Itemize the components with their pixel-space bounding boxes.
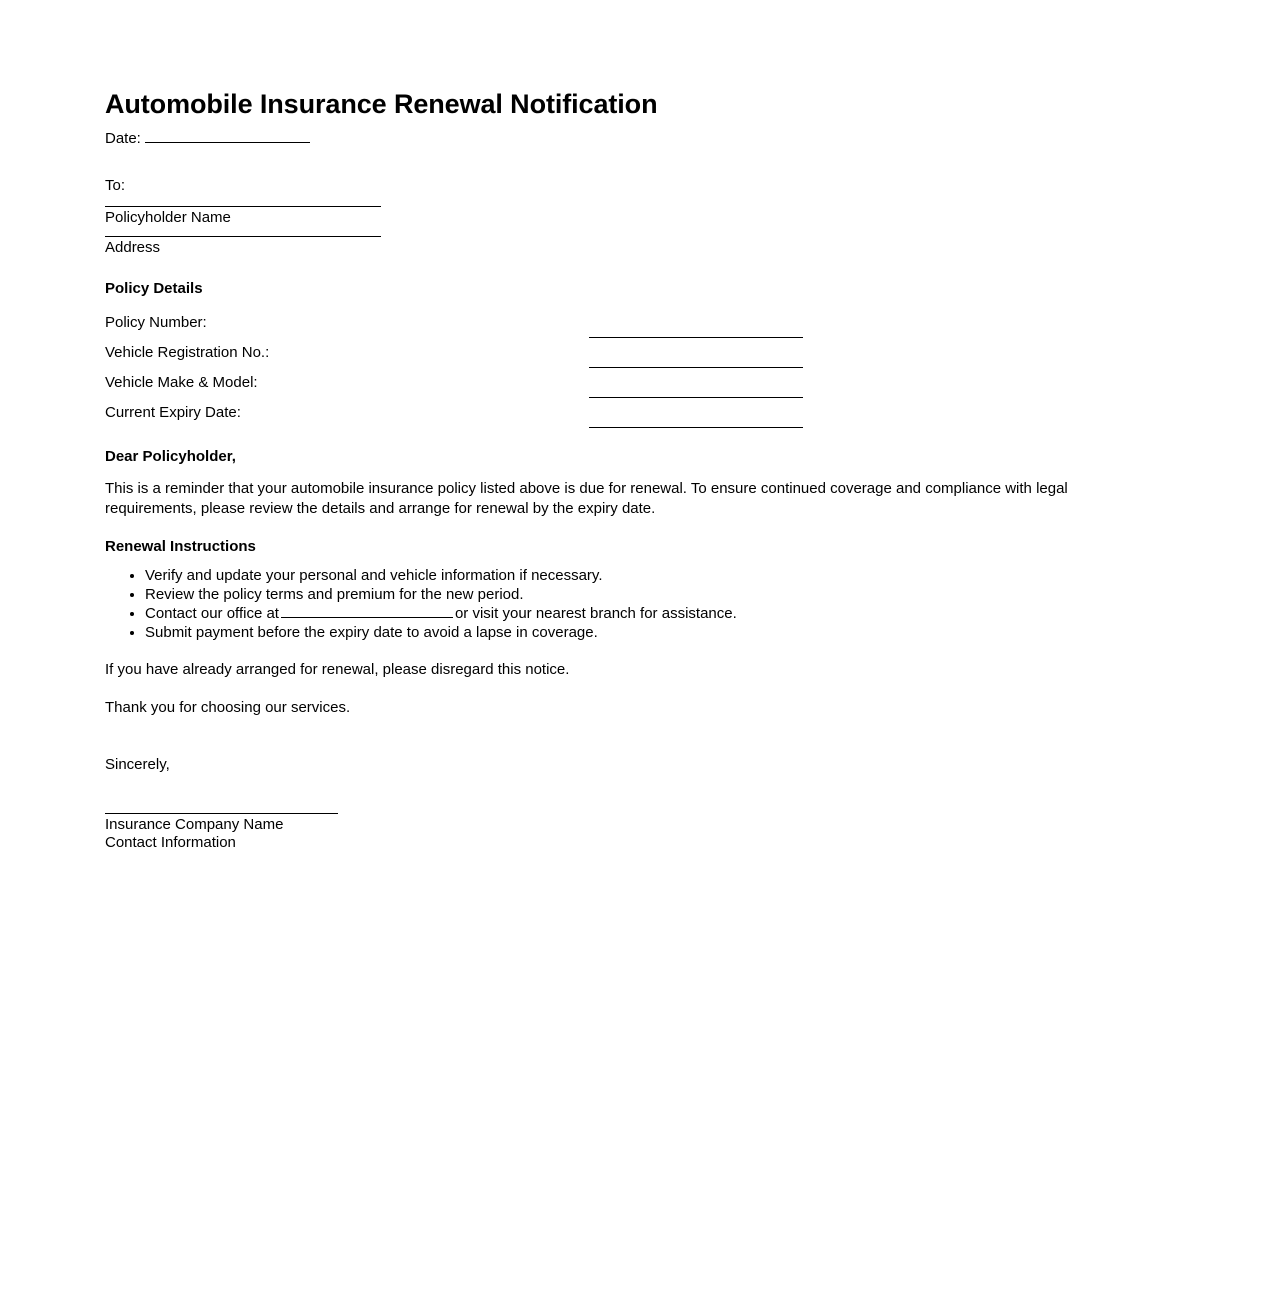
- policyholder-name-field[interactable]: [105, 206, 381, 228]
- instruction-submit-payment: Submit payment before the expiry date to avoid a lapse in coverage.: [145, 624, 598, 641]
- table-row: [105, 308, 805, 338]
- policyholder-name-caption: Policyholder Name: [105, 209, 231, 226]
- disregard-note: If you have already arranged for renewal, please disregard this notice.: [105, 661, 570, 678]
- address-caption: Address: [105, 239, 161, 256]
- instruction-contact-office-after: or visit your nearest branch for assistance.: [454, 605, 737, 622]
- contact-information: Contact Information: [105, 833, 236, 851]
- signature-rule[interactable]: [105, 813, 338, 814]
- list-item: [145, 566, 1135, 585]
- insurance-company-name: Insurance Company Name: [105, 815, 284, 833]
- policy-number-rule: [589, 314, 803, 338]
- to-label: To:: [105, 177, 126, 194]
- table-row: [105, 338, 805, 368]
- recipient-fields: [105, 206, 1135, 258]
- page-title: Automobile Insurance Renewal Notification: [105, 89, 658, 119]
- policy-number-blank[interactable]: [589, 308, 805, 338]
- contact-office-blank[interactable]: [281, 604, 453, 618]
- current-expiry-date-blank[interactable]: [589, 398, 805, 428]
- vehicle-registration-label: Vehicle Registration No.:: [105, 344, 270, 361]
- vehicle-registration-rule: [589, 344, 803, 368]
- table-row: [105, 398, 805, 428]
- thank-you-note: Thank you for choosing our services.: [105, 698, 351, 716]
- table-row: [105, 368, 805, 398]
- list-item: [145, 604, 1135, 623]
- date-field-row: [105, 128, 1135, 149]
- signature-block: [105, 813, 1135, 852]
- current-expiry-date-rule: [589, 404, 803, 428]
- instruction-verify-info: Verify and update your personal and vehicle information if necessary.: [145, 567, 603, 584]
- salutation: Dear Policyholder,: [105, 448, 236, 465]
- closing-salutation: Sincerely,: [105, 756, 170, 773]
- document-body: [105, 88, 1135, 852]
- instruction-contact-office-before: Contact our office at: [145, 605, 279, 622]
- policy-details-heading: Policy Details: [105, 280, 203, 297]
- address-field[interactable]: [105, 236, 381, 258]
- list-item: [145, 585, 1135, 604]
- current-expiry-date-label: Current Expiry Date:: [105, 404, 241, 421]
- policy-details-table: [105, 308, 805, 428]
- list-item: [145, 623, 1135, 642]
- vehicle-make-model-rule: [589, 374, 803, 398]
- date-label: Date:: [105, 130, 141, 147]
- renewal-instructions-heading: Renewal Instructions: [105, 538, 256, 555]
- intro-paragraph: This is a reminder that your automobile insurance policy listed above is due for renewal. To ensure continued coverage and compliance with legal requirements, please review the details and arrange for renewal by the expiry date.: [105, 480, 1068, 517]
- renewal-instructions-list: [105, 566, 1135, 642]
- date-input-blank[interactable]: [145, 129, 310, 143]
- instruction-review-terms: Review the policy terms and premium for the new period.: [145, 586, 524, 603]
- vehicle-make-model-blank[interactable]: [589, 368, 805, 398]
- policy-number-label: Policy Number:: [105, 314, 207, 331]
- vehicle-make-model-label: Vehicle Make & Model:: [105, 374, 258, 391]
- vehicle-registration-blank[interactable]: [589, 338, 805, 368]
